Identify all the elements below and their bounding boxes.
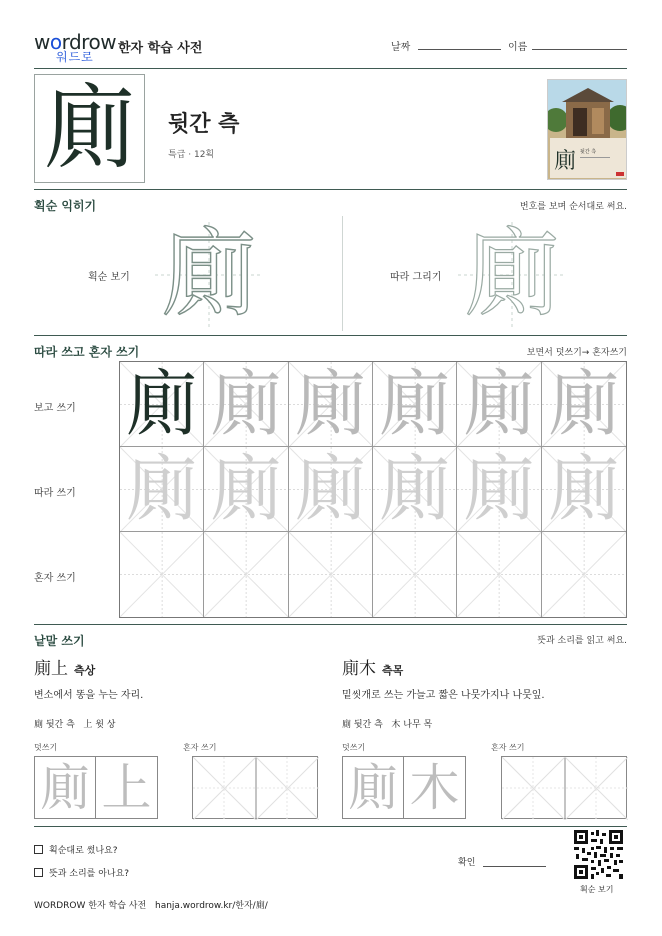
footer-url[interactable]: hanja.wordrow.kr/한자/廁/ <box>155 901 268 911</box>
document-title: 한자 학습 사전 <box>118 41 203 56</box>
trace-character: 廁 <box>547 447 620 531</box>
logo-wordmark: wordrow <box>34 30 117 54</box>
stroke-section-hint: 번호를 보며 순서대로 써요. <box>519 202 627 212</box>
model-character: 廁 <box>125 362 198 446</box>
word-cell[interactable] <box>96 757 157 818</box>
stroke-section-title: 획순 익히기 <box>34 199 97 213</box>
word-solo-box-2[interactable] <box>501 756 627 819</box>
practice-cell[interactable] <box>542 362 626 447</box>
qr-caption: 획순 보기 <box>580 885 614 894</box>
guide-lines <box>502 757 628 820</box>
trace-character: 廁 <box>294 362 367 446</box>
word-heading-1 <box>34 654 95 679</box>
word-hanja: 廁上 <box>34 659 68 679</box>
practice-cell[interactable] <box>120 447 204 532</box>
word-solo-box-1[interactable] <box>192 756 318 819</box>
word-hanja: 廁木 <box>342 659 376 679</box>
practice-cell[interactable] <box>120 362 204 447</box>
guide-lines <box>193 757 319 820</box>
practice-grid[interactable] <box>119 361 627 618</box>
word-meaning-2: 밑씻개로 쓰는 가늘고 짧은 나뭇가지나 나뭇잎. <box>342 690 545 701</box>
word-trace-label-1: 덧쓰기 <box>34 743 58 752</box>
trace-character: 廁 <box>464 218 560 330</box>
practice-cell[interactable] <box>373 362 457 447</box>
character-illustration <box>547 79 627 180</box>
main-character-box <box>34 74 145 183</box>
character-title: 뒷간 측 <box>168 112 240 137</box>
checkbox[interactable] <box>34 845 43 854</box>
confirm-label: 확인 <box>458 858 476 868</box>
word-trace-box-2[interactable] <box>342 756 466 819</box>
practice-cell[interactable] <box>204 447 288 532</box>
word-cell[interactable] <box>343 757 404 818</box>
check-item-2[interactable] <box>34 866 129 879</box>
trace-character: 廁 <box>378 362 451 446</box>
practice-cell[interactable] <box>204 532 288 617</box>
word-trace-box-1[interactable] <box>34 756 158 819</box>
thumb-character: 廁 <box>554 149 577 174</box>
row-label-solo: 혼자 쓰기 <box>34 573 76 584</box>
trace-character: 廁 <box>209 362 282 446</box>
practice-cell[interactable] <box>289 362 373 447</box>
stroke-section-divider <box>34 335 627 336</box>
character-meta: 특급 · 12획 <box>168 150 215 160</box>
footer-brand: WORDROW 한자 학습 사전 <box>34 901 147 911</box>
name-field[interactable] <box>532 49 627 50</box>
guide-lines <box>542 532 626 617</box>
word-trace-char: 廁 <box>348 758 398 817</box>
hero-divider <box>34 189 627 190</box>
word-parts-1: 廁 뒷간 측 上 윗 상 <box>34 720 116 730</box>
practice-cell[interactable] <box>373 447 457 532</box>
stroke-trace-panel[interactable] <box>458 218 566 330</box>
outhouse-illustration <box>548 80 627 180</box>
practice-cell[interactable] <box>120 532 204 617</box>
practice-section-divider <box>34 624 627 625</box>
qr-code[interactable] <box>574 830 623 879</box>
word-heading-2 <box>342 654 403 679</box>
trace-character: 廁 <box>125 447 198 531</box>
row-label-trace: 따라 쓰기 <box>34 488 76 499</box>
word-trace-label-2: 덧쓰기 <box>342 743 366 752</box>
guide-lines <box>204 532 288 617</box>
practice-section-title: 따라 쓰고 혼자 쓰기 <box>34 345 140 359</box>
trace-character: 廁 <box>378 447 451 531</box>
header-divider <box>34 68 627 69</box>
logo <box>34 30 117 64</box>
practice-cell[interactable] <box>457 447 541 532</box>
stroke-view-panel <box>155 218 263 330</box>
trace-character: 廁 <box>462 362 535 446</box>
words-section-title: 낱말 쓰기 <box>34 634 85 648</box>
thumb-caption: 뒷간 측 <box>580 149 597 155</box>
guide-lines <box>457 532 541 617</box>
stroke-trace-label: 따라 그리기 <box>390 272 442 283</box>
words-section-hint: 뜻과 소리를 읽고 써요. <box>537 636 627 646</box>
word-trace-char: 上 <box>101 758 152 817</box>
check-label: 획순대로 썼나요? <box>49 846 118 856</box>
name-label: 이름 <box>508 42 528 53</box>
checkbox[interactable] <box>34 868 43 877</box>
trace-character: 廁 <box>294 447 367 531</box>
word-cell[interactable] <box>404 757 465 818</box>
practice-cell[interactable] <box>457 362 541 447</box>
confirm-field[interactable] <box>483 866 546 867</box>
guide-lines <box>373 532 457 617</box>
check-item-1[interactable] <box>34 843 118 856</box>
word-parts-2: 廁 뒷간 측 木 나무 목 <box>342 720 433 730</box>
practice-cell[interactable] <box>373 532 457 617</box>
date-field[interactable] <box>418 49 501 50</box>
stroke-order-character: 廁 <box>161 218 257 330</box>
practice-cell[interactable] <box>204 362 288 447</box>
trace-character: 廁 <box>462 447 535 531</box>
practice-cell[interactable] <box>457 532 541 617</box>
trace-character: 廁 <box>547 362 620 446</box>
row-label-view: 보고 쓰기 <box>34 403 76 414</box>
word-trace-char: 木 <box>409 758 460 817</box>
practice-cell[interactable] <box>542 447 626 532</box>
trace-character: 廁 <box>209 447 282 531</box>
practice-cell[interactable] <box>289 447 373 532</box>
qr-code-icon <box>574 830 623 879</box>
word-trace-char: 廁 <box>40 758 90 817</box>
stroke-divider <box>342 216 343 331</box>
practice-section-hint: 보면서 덧쓰기→ 혼자쓰기 <box>526 348 627 358</box>
practice-cell[interactable] <box>289 532 373 617</box>
date-label: 날짜 <box>391 42 411 53</box>
logo-korean: 워드로 <box>56 50 94 64</box>
word-cell[interactable] <box>35 757 96 818</box>
word-reading: 측목 <box>382 664 404 677</box>
word-meaning-1: 변소에서 똥을 누는 자리. <box>34 690 144 701</box>
check-label: 뜻과 소리를 아나요? <box>49 869 130 879</box>
practice-cell[interactable] <box>542 532 626 617</box>
word-solo-label-2: 혼자 쓰기 <box>491 743 525 752</box>
words-section-divider <box>34 826 627 827</box>
word-solo-label-1: 혼자 쓰기 <box>183 743 217 752</box>
main-character: 廁 <box>43 74 136 182</box>
word-reading: 측상 <box>74 664 96 677</box>
guide-lines <box>120 532 204 617</box>
guide-lines <box>289 532 373 617</box>
stroke-view-label: 획순 보기 <box>88 272 130 283</box>
